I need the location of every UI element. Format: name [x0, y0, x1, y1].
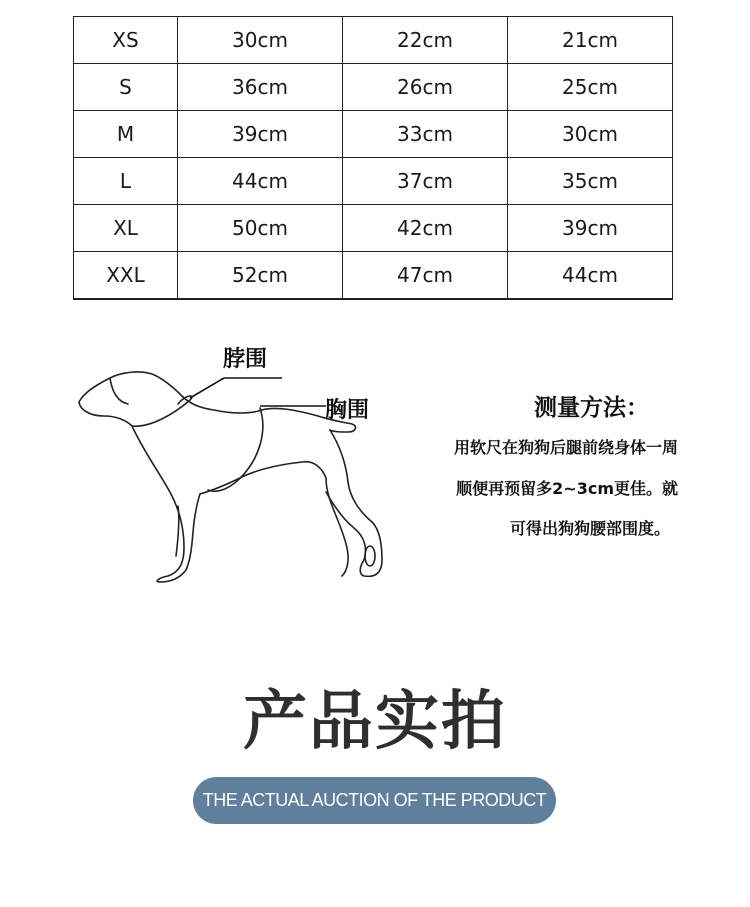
- measure-instruction-line: 可得出狗狗腰部围度。: [509, 519, 670, 538]
- dog-measurement-diagram: [0, 330, 750, 600]
- table-cell: 39cm: [178, 111, 343, 158]
- table-row: [74, 111, 673, 158]
- table-cell: 26cm: [343, 64, 508, 111]
- table-cell: 52cm: [178, 252, 343, 300]
- table-row: [74, 64, 673, 111]
- size-cell: XL: [74, 205, 178, 252]
- table-cell: 39cm: [508, 205, 673, 252]
- size-cell: XS: [74, 17, 178, 64]
- section-subtitle: THE ACTUAL AUCTION OF THE PRODUCT: [202, 790, 547, 810]
- table-cell: 25cm: [508, 64, 673, 111]
- size-cell: XXL: [74, 252, 178, 300]
- table-cell: 22cm: [343, 17, 508, 64]
- neck-girth-label: 脖围: [223, 347, 268, 372]
- table-row: [74, 158, 673, 205]
- measure-instruction-line: 顺便再预留多2~3cm更佳。就: [456, 479, 678, 498]
- table-cell: 44cm: [508, 252, 673, 300]
- section-subtitle-pill: [193, 777, 556, 824]
- table-cell: 33cm: [343, 111, 508, 158]
- table-row: [74, 17, 673, 64]
- table-cell: 50cm: [178, 205, 343, 252]
- chest-girth-label: 胸围: [325, 398, 370, 423]
- table-cell: 44cm: [178, 158, 343, 205]
- size-cell: M: [74, 111, 178, 158]
- table-row: [74, 252, 673, 300]
- table-cell: 30cm: [178, 17, 343, 64]
- table-cell: 42cm: [343, 205, 508, 252]
- table-cell: 37cm: [343, 158, 508, 205]
- size-cell: L: [74, 158, 178, 205]
- table-cell: 47cm: [343, 252, 508, 300]
- dog-outline-icon: [0, 330, 750, 600]
- table-row: [74, 205, 673, 252]
- section-title: 产品实拍: [243, 685, 507, 759]
- size-table: [73, 16, 673, 300]
- measure-method-title: 测量方法：: [534, 395, 649, 421]
- table-cell: 35cm: [508, 158, 673, 205]
- measure-instruction-line: 用软尺在狗狗后腿前绕身体一周: [453, 438, 678, 457]
- size-cell: S: [74, 64, 178, 111]
- table-cell: 30cm: [508, 111, 673, 158]
- table-cell: 21cm: [508, 17, 673, 64]
- table-cell: 36cm: [178, 64, 343, 111]
